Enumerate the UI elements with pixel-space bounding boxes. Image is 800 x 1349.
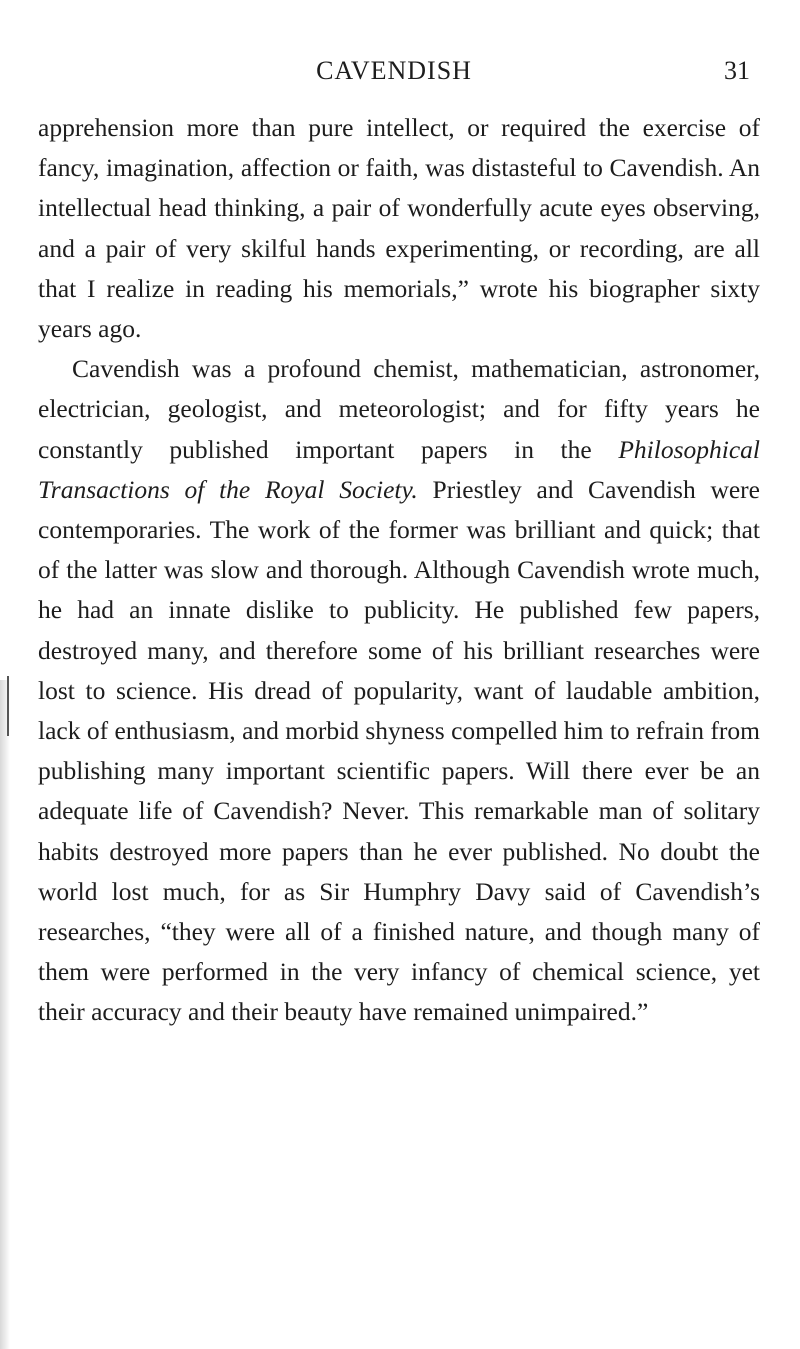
paragraph-2 [38, 349, 760, 1032]
binding-shadow-mark [7, 676, 9, 736]
paragraph-2-opening: Cavendish was a profound chemist, mathematician, astronomer, electrician, geologist, and meteorologist; and for fifty years he constantly published important papers in the [38, 354, 760, 464]
paragraph-2-continuation: Priestley and Cavendish were contemporaries. The work of the former was brilliant and quick; that of the latter was slow and thorough. Although Cavendish wrote much, he had an innate dislike to publicity. He published few papers, destroyed many, and therefore some of his brilliant researches were lost to science. His dread of popularity, want of laudable ambition, lack of enthusiasm, and morbid shyness compelled him to refrain from publishing many important scientific papers. Will there ever be an adequate life of Cavendish? Never. This remarkable man of solitary habits destroyed more papers than he ever published. No doubt the world lost much, for as Sir Humphry Davy said of Cavendish’s researches, “they were all of a finished nature, and though many of them were performed in the very infancy of chemical science, yet their accuracy and their beauty have remained unimpaired.” [38, 474, 760, 1027]
page-binding-edge [0, 680, 10, 1349]
body-text [38, 108, 760, 1033]
running-header [38, 56, 750, 96]
paragraph-1: apprehension more than pure intellect, or required the exercise of fancy, imagination, affection or faith, was distasteful to Cavendish. An intellectual head thinking, a pair of wonderfully acute eyes observing, and a pair of very skilful hands experimenting, or recording, are all that I realize in reading his memorials,” wrote his biographer sixty years ago. [38, 113, 760, 344]
page-number: 31 [724, 56, 750, 85]
running-title: CAVENDISH [316, 56, 472, 85]
journal-title: Philosophical Transactions of the Royal Society. [38, 434, 760, 504]
